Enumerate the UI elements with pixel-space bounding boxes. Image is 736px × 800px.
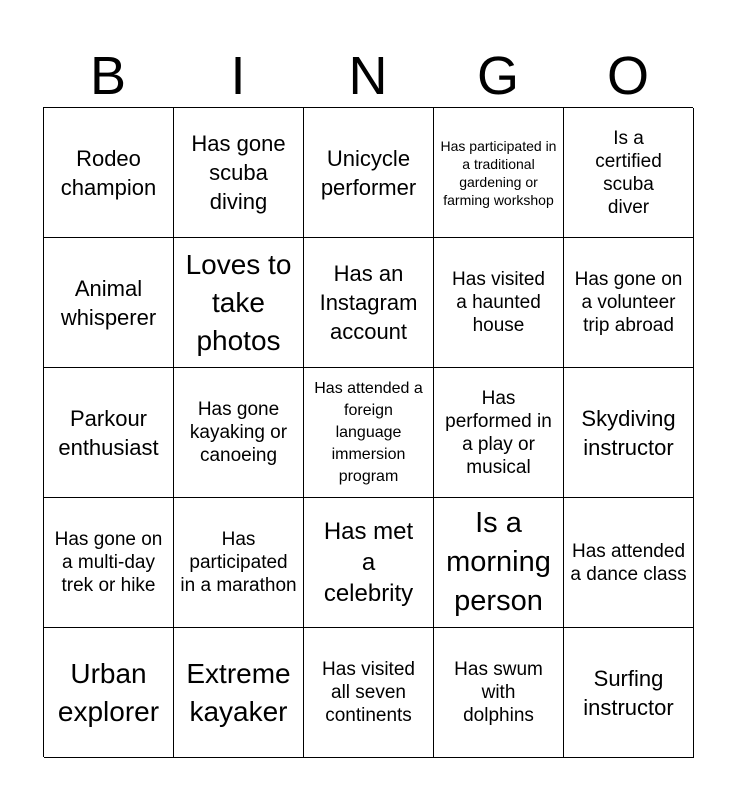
cell-text: Parkour enthusiast — [58, 405, 159, 460]
bingo-cell[interactable] — [304, 238, 434, 368]
bingo-cell[interactable] — [44, 108, 174, 238]
cell-text: Has gone on a volunteer trip abroad — [574, 269, 683, 336]
cell-text: Has gone scuba diving — [191, 131, 286, 214]
cell-text: Animal whisperer — [60, 275, 157, 330]
header-letter-n: N — [348, 46, 388, 106]
bingo-cell[interactable] — [304, 628, 434, 758]
bingo-cell[interactable] — [44, 238, 174, 368]
bingo-cell[interactable] — [304, 498, 434, 628]
cell-text: Is a morning person — [446, 507, 551, 617]
bingo-cell[interactable] — [564, 108, 694, 238]
bingo-cell[interactable] — [304, 108, 434, 238]
bingo-cell[interactable] — [564, 368, 694, 498]
cell-text: Urban explorer — [57, 657, 160, 727]
bingo-cell[interactable] — [44, 368, 174, 498]
cell-text: Unicycle performer — [320, 145, 417, 200]
cell-text: Has gone on a multi-day trek or hike — [54, 529, 163, 596]
cell-text: Loves to take photos — [185, 248, 292, 356]
cell-text: Has visited all seven continents — [322, 659, 415, 726]
header-letter-i: I — [230, 46, 246, 106]
cell-text: Has attended a foreign language immersion program — [314, 379, 423, 485]
bingo-cell[interactable] — [434, 368, 564, 498]
bingo-header — [43, 44, 693, 108]
bingo-cell[interactable] — [174, 628, 304, 758]
bingo-grid — [43, 107, 693, 757]
bingo-cell[interactable] — [44, 498, 174, 628]
bingo-cell[interactable] — [434, 628, 564, 758]
cell-text: Has an Instagram account — [319, 261, 418, 344]
cell-text: Has performed in a play or musical — [445, 387, 552, 478]
bingo-cell[interactable] — [174, 368, 304, 498]
cell-text: Rodeo champion — [60, 145, 157, 200]
cell-text: Extreme kayaker — [186, 657, 291, 727]
header-letter-b: B — [89, 46, 127, 106]
cell-text: Has participated in a traditional gardening or farming workshop — [440, 137, 557, 208]
cell-text: Has visited a haunted house — [452, 269, 545, 336]
bingo-cell[interactable] — [174, 498, 304, 628]
cell-text: Skydiving instructor — [581, 405, 676, 460]
cell-text: Has gone kayaking or canoeing — [189, 399, 288, 466]
bingo-cell[interactable] — [564, 628, 694, 758]
cell-text: Is a certified scuba diver — [595, 127, 662, 218]
cell-text: Has met a celebrity — [323, 518, 414, 607]
bingo-cell[interactable] — [564, 498, 694, 628]
cell-text: Surfing instructor — [583, 665, 674, 720]
cell-text: Has participated in a marathon — [180, 529, 297, 596]
cell-text: Has swum with dolphins — [454, 659, 543, 726]
header-letter-o: O — [606, 46, 649, 106]
bingo-cell[interactable] — [44, 628, 174, 758]
header-letter-g: G — [476, 46, 519, 106]
bingo-cell[interactable] — [174, 238, 304, 368]
bingo-cell[interactable] — [174, 108, 304, 238]
bingo-cell[interactable] — [434, 108, 564, 238]
cell-text: Has attended a dance class — [570, 540, 687, 585]
bingo-cell[interactable] — [564, 238, 694, 368]
bingo-cell[interactable] — [304, 368, 434, 498]
bingo-cell[interactable] — [434, 238, 564, 368]
bingo-cell[interactable] — [434, 498, 564, 628]
